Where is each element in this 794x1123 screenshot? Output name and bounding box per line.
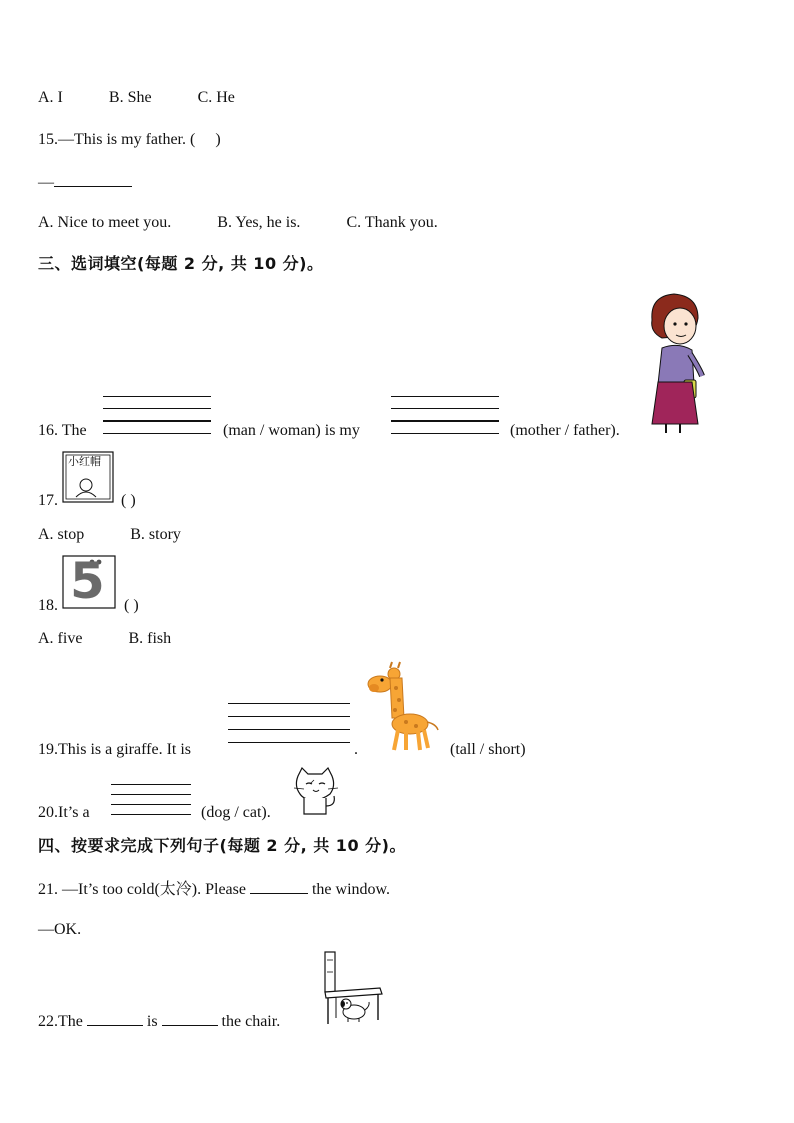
q22-text-start: 22.The xyxy=(38,1013,83,1030)
q20-text-start: 20.It’s a xyxy=(38,804,90,821)
q18-options xyxy=(38,629,171,649)
book-title: 小红帽 xyxy=(68,455,101,468)
section3-heading: 三、选词填空(每题 2 分, 共 10 分)。 xyxy=(38,254,324,273)
q21-blank[interactable] xyxy=(250,879,308,894)
q21-text-end: the window. xyxy=(311,881,391,898)
q17-options xyxy=(38,525,181,545)
q16-text-end: (mother / father). xyxy=(510,422,620,439)
cat-icon xyxy=(292,766,340,816)
q15-reply xyxy=(38,172,132,193)
q19-choices: (tall / short) xyxy=(450,741,526,758)
q16-text-start: 16. The xyxy=(38,422,87,439)
q15-prompt xyxy=(38,130,221,150)
q18-option-a: A. five xyxy=(38,630,83,647)
q15-option-a: A. Nice to meet you. xyxy=(38,214,172,231)
q19-blank[interactable] xyxy=(228,703,350,745)
q15-reply-dash: — xyxy=(38,174,54,191)
q21-text-start: 21. —It’s too cold(太冷). Please xyxy=(38,881,246,898)
q20-choices: (dog / cat). xyxy=(201,804,271,821)
q22-blank-2[interactable] xyxy=(162,1011,218,1026)
q15-prompt-text: 15.—This is my father. ( xyxy=(38,131,196,148)
q16-blank-2[interactable] xyxy=(391,396,499,436)
q15-reply-blank[interactable] xyxy=(54,172,132,187)
q22-text-end: the chair. xyxy=(221,1013,281,1030)
q22-line xyxy=(38,1011,280,1032)
giraffe-icon xyxy=(364,660,440,754)
q18-option-b: B. fish xyxy=(128,630,172,647)
q22-blank-1[interactable] xyxy=(87,1011,143,1026)
q16-text-middle: (man / woman) is my xyxy=(223,422,360,439)
q16-blank-1[interactable] xyxy=(103,396,211,436)
q22-text-middle: is xyxy=(146,1013,158,1030)
q19-period: . xyxy=(354,741,358,758)
q14-option-c: C. He xyxy=(197,89,235,106)
q17-number: 17. xyxy=(38,492,58,509)
q17-option-b: B. story xyxy=(130,526,181,543)
q17-answer-paren[interactable]: ( ) xyxy=(121,492,136,509)
q21-reply: —OK. xyxy=(38,921,82,938)
number-five-digit: 5 xyxy=(70,552,105,610)
q14-option-b: B. She xyxy=(108,89,152,106)
q21-line xyxy=(38,879,390,900)
q15-option-b: B. Yes, he is. xyxy=(217,214,301,231)
q15-option-c: C. Thank you. xyxy=(346,214,438,231)
q18-number: 18. xyxy=(38,597,58,614)
q15-paren-close: ) xyxy=(215,131,221,148)
q15-options xyxy=(38,213,438,233)
q14-option-a: A. I xyxy=(38,89,63,106)
q17-option-a: A. stop xyxy=(38,526,85,543)
woman-icon xyxy=(640,292,712,436)
q18-answer-paren[interactable]: ( ) xyxy=(124,597,139,614)
dog-under-chair-icon xyxy=(322,950,384,1026)
q20-blank[interactable] xyxy=(111,784,191,816)
q19-text-start: 19.This is a giraffe. It is xyxy=(38,741,192,758)
q14-options xyxy=(38,88,235,108)
section4-heading: 四、按要求完成下列句子(每题 2 分, 共 10 分)。 xyxy=(38,836,406,855)
